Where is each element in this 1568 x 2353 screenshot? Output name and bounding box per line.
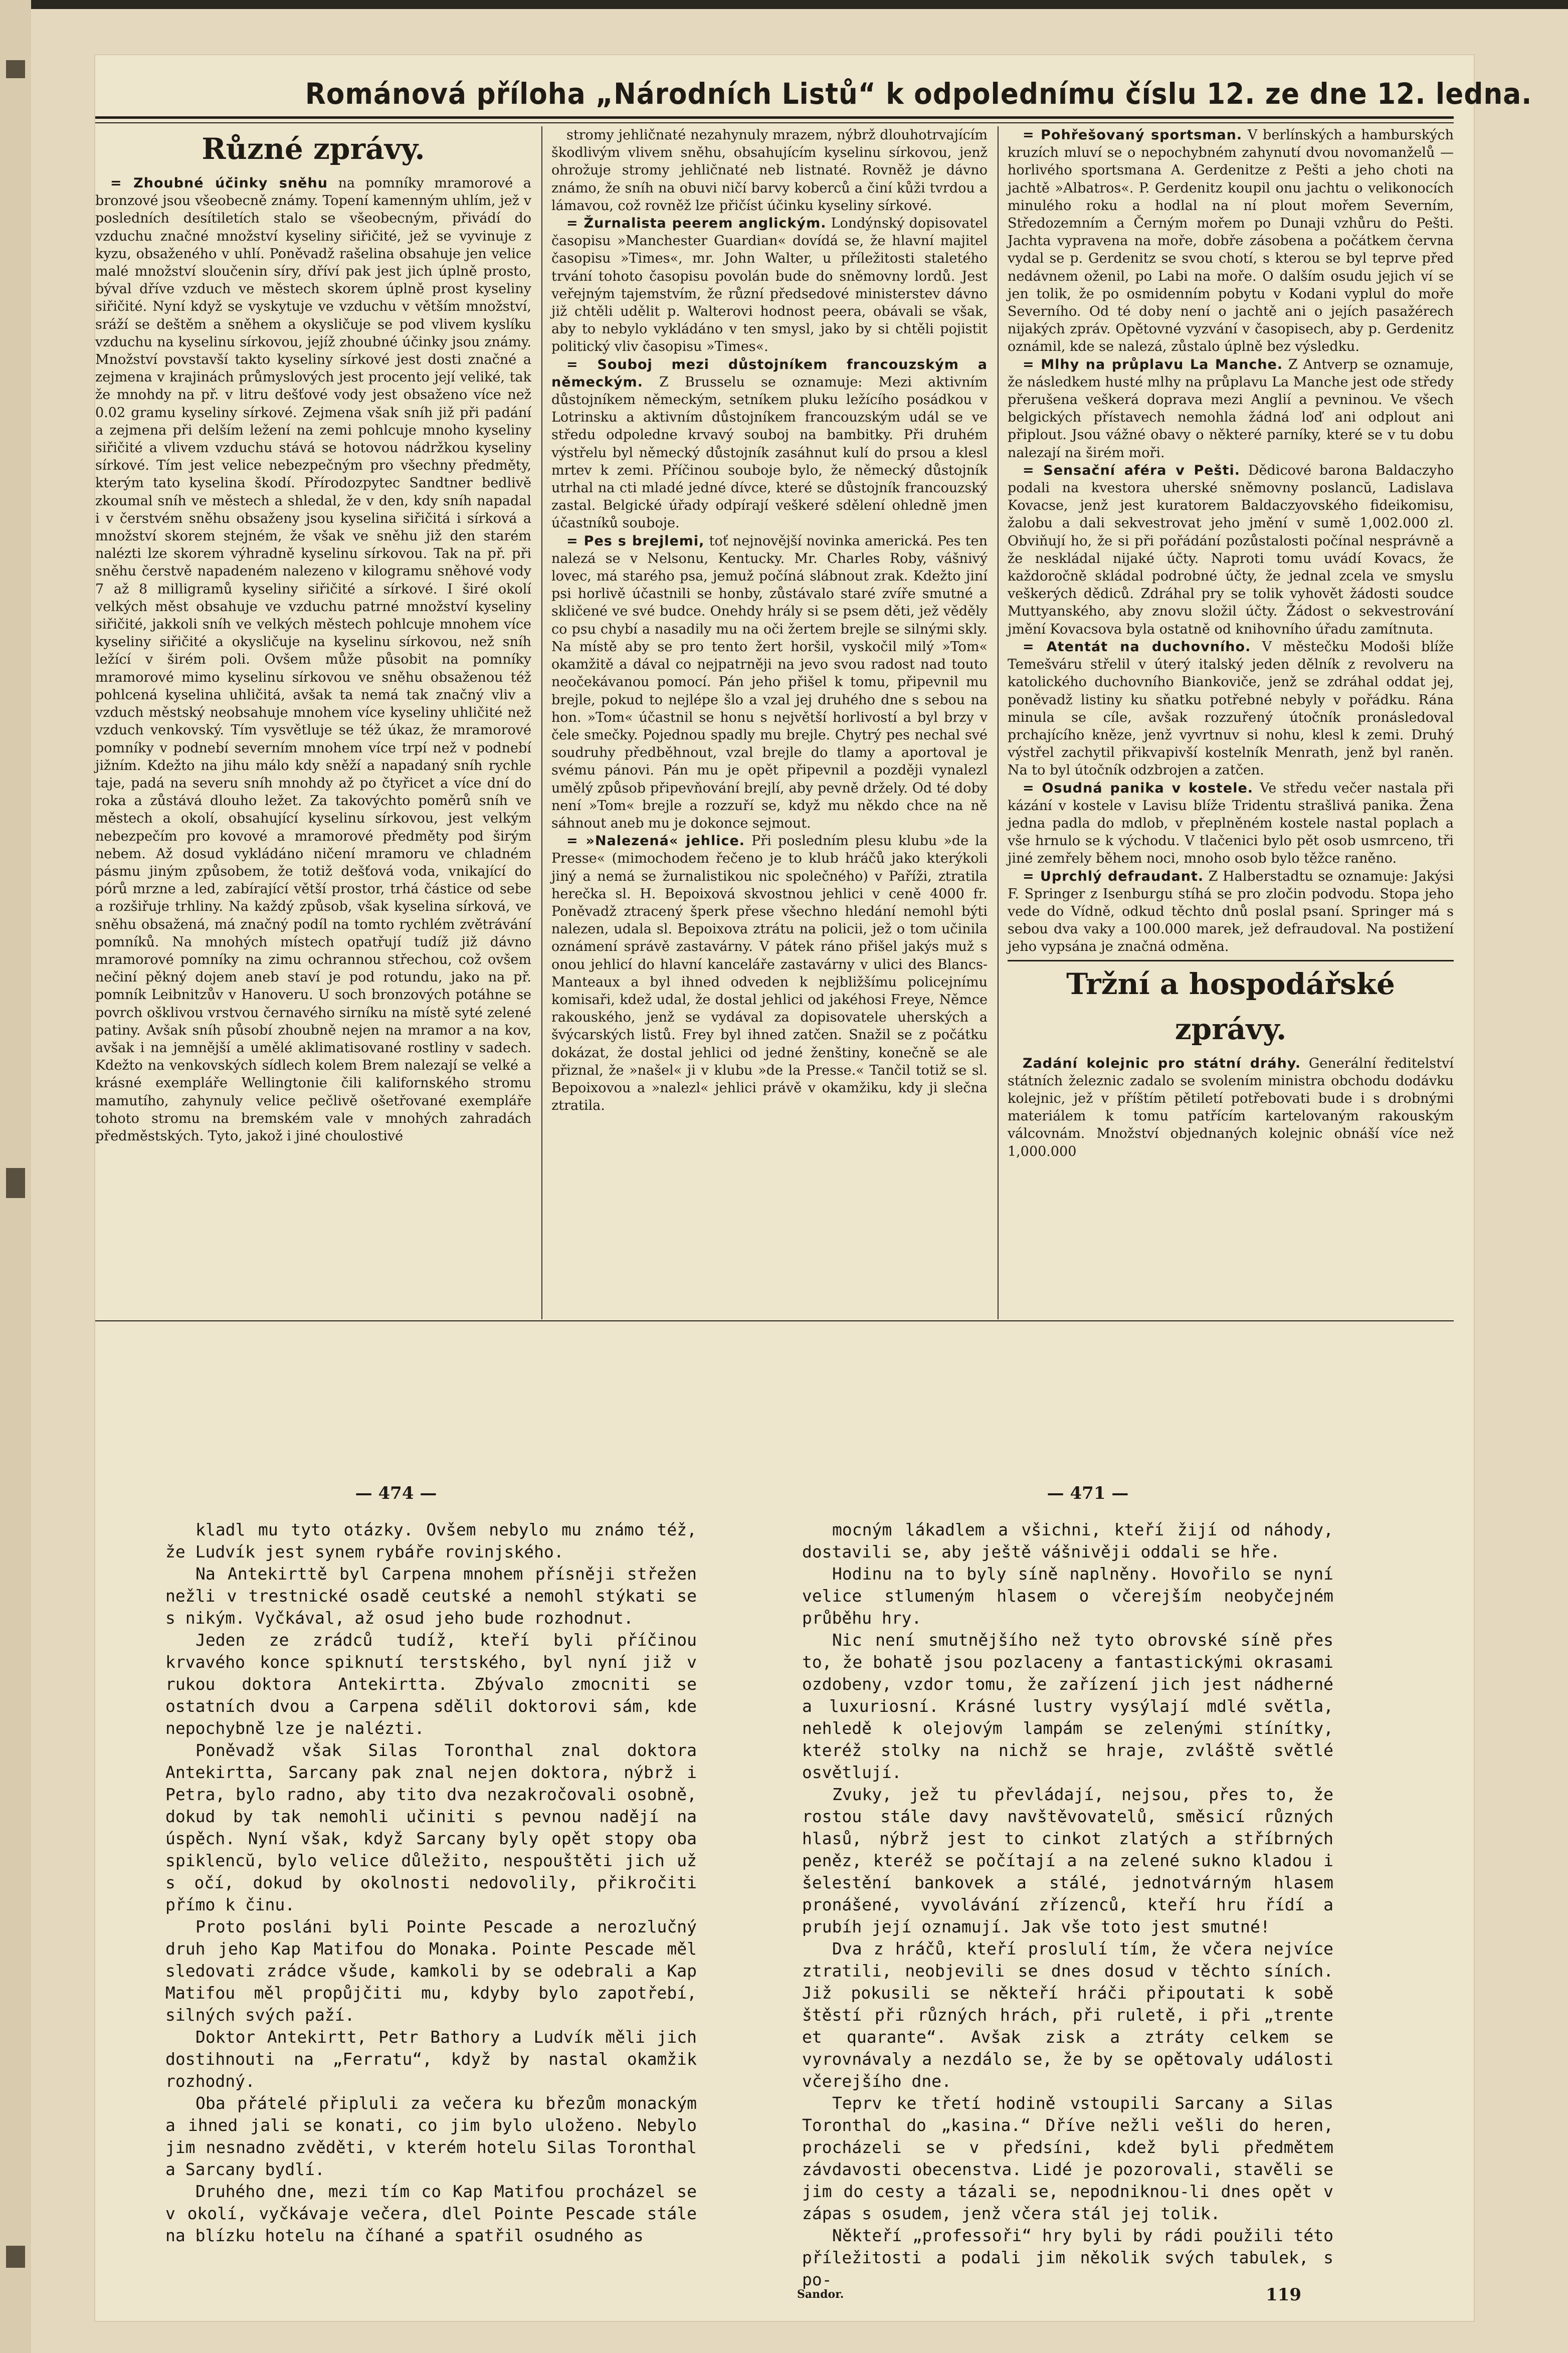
news-item-text: na pomníky mramorové a bronzové jsou všeobecně známy. Topení kamenným uhlím, jež v posledních desítiletích stalo se všeobecným, přivádí do vzduchu značné množství kyseliny siřičité, jež se vyvinuje z kyzu, obsaženého v uhlí. Poněvadž rašelina obsahuje jen velice malé množství sloučenin síry, dříví pak jest jich úplně prosto, býval dříve vzduch ve městech skorem úplně prost kyseliny siřičité. Nyní když se vyskytuje ve vzduchu v větším množství, sráží se deštěm a sněhem a okysličuje se pod vlivem kyslíku vzduchu na kyselinu sírkovou, jejíž zhoubné účinky jsou známy. Množství povstavší takto kyseliny sírkové jest dosti značné a zejmena v krajinách průmyslových jest procento její veliké, tak že mnohdy na př. v litru dešťové vody jest obsaženo více než 0.02 gramu kyseliny sírkové. Zejmena však sníh již při padání a zejmena při delším ležení na zemi pohlcuje mnoho kyseliny siřičité a vlivem vzduchu stává se hotovou nádržkou kyseliny sírkové. Tím jest velice nebezpečným pro všechny předměty, kterým tato kyselina škodí. Přírodozpytec Sandtner bedlivě zkoumal sníh ve městech a shledal, že v den, kdy sníh napadal i v čerstvém sněhu obsaženy jsou kyselina siřičitá i sírková a množství skorem stejném, že však ve sněhu již den starém nalézti lze skorem výhradně kyselinu sírkovou. Tak na př. při sněhu čerstvě napadeném nalezeno v kilogramu sněhové vody 7 až 8 milligramů kyseliny siřičité a sírkové. I širé okolí velkých měst obsahuje ve vzduchu patrné množství kyseliny siřičité, jakkoli sníh ve velkých městech pohlcuje mnohem více kyseliny siřičité a okysličuje na kyselinu sírkovou, než sníh ležící v širém poli. Ovšem může působit na pomníky mramorové mimo kyselinu sírkovou ve sněhu obsaženou též pohlcená kyselina uhličitá, avšak ta nemá tak značný vliv a vzduch městský neobsahuje mnohem více kyseliny uhličité než vzduch venkovský. Tím vysvětluje se též úkaz, že mramorové pomníky v podnebí severním mnohem více trpí než v podnebí jižním. Kdežto na jihu málo kdy sněží a napadaný sníh rychle taje, padá na severu sníh mnohdy až po čtyřicet a více dní do roka a zůstává dlouho ležet. Za takovýchto poměrů sníh ve městech a okolí, obsahující kyselinu sírkovou, jest velkým nebezpečím pro kovové a mramorové předměty pod širým nebem. Až dosud vykládáno ničení mramoru ve chladném pásmu jiným způsobem, že totiž dešťová voda, vnikající do pórů mrzne a led, zabírající větší prostor, trhá částice od sebe a rozšiřuje trhliny. Na každý způsob, však kyselina sírková, ve sněhu obsažená, má značný podíl na tomto rychlém zvětrávání pomníků. Na mnohých místech opatřují tudíž již dávno mramorové pomníky na zimu ochrannou střechou, což ovšem nečiní pěkný dojem aneb staví je pod rotundu, jako na př. pomník Leibnitzův v Hanoveru. U soch bronzových potáhne se povrch ošklivou vrstvou černavého sirníku na místě syté zelené patiny. Avšak sníh působí zhoubně nejen na mramor a na kov, avšak i na jemnější a umělé aklimatisované rostliny v sadech. Kdežto na venkovských sídlech kolem Brem nalezají se velké a krásné exempláře Wellingtonie čili kalifornského stromu mamutího, zahynuly velice pečlivě ošetřované exempláře tohoto stromu na bremském vale v mnohých zahradách předměstských. Tyto, jakož i jiné choulostivé: [95, 175, 531, 1144]
scan-top-edge: [0, 0, 1568, 9]
news-item-headline: = Osudná panika v kostele.: [1023, 780, 1254, 796]
scan-left-margin: [0, 0, 31, 2353]
news-item-headline: = Uprchlý defraudant.: [1023, 868, 1204, 884]
news-item-text: V berlínských a hamburských kruzích mluví se o nepochybném zahynutí dvou novomanželů — horlivého sportsmana A. Gerdenitze z Pešti a jeho choti na jachtě »Albatros«. P. Gerdenitz koupil onu jachtu o velikonocích minulého roku a hodlal na ní plout mořem Severním, Středozemním a Černým mořem po Dunaji vzhůru do Pešti. Jachta vypravena na moře, dobře zásobena a počátkem června vydal se p. Gerdenitz se svou chotí, s kterou se byl teprve před nedávnem oženil, po Labi na moře. O dalším osudu jejich ví se jen tolik, že po osmidenním pobytu v Kodani vyplul do moře Severního. Od té doby není o jachtě ani o jejích pasažérech nijakých zpráv. Opětovné vyzvání v časopisech, aby p. Gerdenitz oznámil, kde se nalezá, zůstalo úplně bez výsledku.: [1008, 127, 1454, 355]
news-item: [551, 126, 988, 215]
news-column-2: [551, 126, 988, 1319]
news-item: [1008, 638, 1454, 779]
section-heading-news: Různé zprávy.: [202, 132, 425, 166]
novel-paragraph: Poněvadž však Silas Toronthal znal doktora Antekirtta, Sarcany pak znal nejen doktora, nýbrž i Petra, bylo radno, aby tito dva nezakročovali osobně, dokud by tak nemohli učiniti s pevnou nadějí na úspěch. Nyní však, když Sarcany byly opět stopy oba spiklencŭ, bylo velice důležito, nespouštěti jich už s očí, dokud by okolnosti nedovolily, přikročiti přímo k činu.: [165, 1740, 697, 1914]
novel-paragraph: Na Antekirttě byl Carpena mnohem přísněji střežen nežli v trestnické osadě ceutské a nemohl stýkati se s nikým. Vyčkával, až osud jeho bude rozhodnut.: [165, 1564, 697, 1628]
page-masthead: Románová příloha „Národních Listů“ k odpolednímu číslu 12. ze dne 12. ledna.: [305, 77, 1532, 111]
market-item-headline: Zadání kolejnic pro státní dráhy.: [1023, 1055, 1301, 1071]
news-item-headline: = Mlhy na průplavu La Manche.: [1023, 356, 1283, 372]
news-item-headline: = Žurnalista peerem anglickým.: [566, 216, 827, 232]
novel-paragraph: Doktor Antekirtt, Petr Bathory a Ludvík měli jich dostihnouti na „Ferratu“, když by nastal okamžik rozhodný.: [165, 2027, 697, 2091]
binding-mark: [6, 1168, 25, 1198]
binding-mark: [6, 2246, 25, 2268]
column-divider: [541, 126, 542, 1319]
news-item: [1008, 126, 1454, 356]
news-item-text: Dědicové barona Baldaczyho podali na kvestora uherské sněmovny poslancŭ, Ladislava Kovacse, jenž jest kuratorem Baldaczyovského fideikomisu, žalobu a dali sekvestrovat jeho jmění v sumě 1,002.000 zl. Obviňují ho, že si při pořádání pozůstalosti počínal nesprávně a že neskládal nijaké účty. Naproti tomu uvádí Kovacs, že každoročně skládal podrobné účty, že jednal zcela ve smyslu veškerých dědiců. Zdráhal pry se tolik vyhovět žádosti soudce Muttyanského, aby znovu složil účty. Žádost o sekvestrování jmění Kovacsova byla ostatně od knihovního úřadu zamítnuta.: [1008, 462, 1454, 637]
news-item-text: Z Brusselu se oznamuje: Mezi aktivním důstojníkem německým, setníkem pluku ležícího posádkou v Lotrinsku a aktivním důstojníkem francouzským udál se ve středu odpoledne krvavý souboj na bambitky. Při druhém výstřelu byl německý důstojník zasáhnut kulí do prsou a klesl mrtev k zemi. Příčinou souboje bylo, že německý důstojník utrhal na cti mladé jedné dívce, které se důstojník francouzský zastal. Belgické úřady odpírají veškeré sdělení ohledně jmen účastníků souboje.: [551, 374, 988, 531]
news-item-headline: = Zhoubné účinky sněhu: [110, 175, 328, 191]
news-item-headline: = Sensační aféra v Pešti.: [1023, 462, 1241, 478]
novel-paragraph: kladl mu tyto otázky. Ovšem nebylo mu známo též, že Ludvík jest synem rybáře rovinjského.: [165, 1520, 697, 1561]
news-item-text: Z Halberstadtu se oznamuje: Jakýsi F. Springer z Isenburgu stíhá se pro zločin podvodu. Stopa jeho vede do Vídně, odkud těchto dnů poslal psaní. Springer má s sebou dva vaky a 100.000 marek, jež defraudoval. Na postižení jeho vypsána je značná odměna.: [1008, 868, 1454, 955]
news-item-headline: = »Nalezená« jehlice.: [566, 833, 745, 849]
novel-paragraph: Zvuky, jež tu převládají, nejsou, přes to, že rostou stále davy navštěvovatelů, směsicí různých hlasů, nýbrž jest to cinkot zlatých a stříbrných peněz, kteréž se počítají a na zelené sukno kladou i šelestění bankovek a stálé, jednotvárným hlasem pronášené, vyvolávání zřízenců, kteří hru řídí a prubíh její oznamují. Jak vše toto jest smutné!: [802, 1785, 1333, 1936]
news-item-text: toť nejnovější novinka americká. Pes ten nalezá se v Nelsonu, Kentucky. Mr. Charles Roby, vášnivý lovec, má starého psa, jemuž počíná slábnout zrak. Kdežto jiní psi horlivě účastnili se honby, zůstávalo staré zvíře smutné a skličené ve své budce. Onehdy hrály si se psem děti, jež věděly co psu chybí a nasadily mu na oči žertem brejle se silnými skly. Na místě aby se pro tento žert horšil, vyskočil milý »Tom« okamžitě a dával co nejpatrněji na jevo svou radost nad touto neočekávanou pomocí. Pán jeho přišel k tomu, připevnil mu brejle, pokud to nejlépe šlo a vzal jej druhého dne s sebou na hon. »Tom« účastnil se honu s největší horlivostí a byl brzy v čele smečky. Pojednou spadly mu brejle. Chytrý pes nechal své soudruhy předběhnout, vzal brejle do tlamy a aportoval je svému pánovi. Pán mu je opět připevnil a později vynalezl umělý způsob připevňování brejlí, aby pevně držely. Od té doby není »Tom« brejle a rozzuří se, když mu někdo chce na ně sáhnout aneb mu je dokonce sejmout.: [551, 533, 988, 831]
novel-paragraph: Dva z hráčů, kteří proslulí tím, že včera nejvíce ztratili, neobjevili se dnes dosud v těchto síních. Již pokusili se někteří hráči připoutati k sobě štěstí při různých hrách, při ruletě, i při „trente et quarante“. Avšak zisk a ztráty celkem se vyrovnávaly a nezdálo se, že by se opětovaly události včerejšího dne.: [802, 1939, 1333, 2091]
novel-paragraph: Proto posláni byli Pointe Pescade a nerozlučný druh jeho Kap Matifou do Monaka. Pointe Pescade měl sledovati zrádce všude, kamkoli by se odebrali a Kap Matifou měl propůjčiti mu, kdyby bylo zapotřebí, silných svých paží.: [165, 1917, 697, 2025]
novel-paragraph: Nic není smutnějšího než tyto obrovské síně přes to, že bohatě jsou pozlaceny a fantastickými okrasami ozdobeny, vzdor tomu, že zařízení jich jest nádherné a luxuriosní. Krásné lustry vysýlají mdlé světla, nehledě k olejovým lampám se zelenými stínítky, kteréž stolky na nichž se hraje, zvláště světlé osvětlují.: [802, 1630, 1333, 1782]
news-item: [551, 356, 988, 532]
column-divider: [998, 126, 999, 1319]
news-item: [551, 832, 988, 1114]
news-item-headline: = Pohřešovaný sportsman.: [1023, 127, 1243, 143]
folio-left: — 474 —: [355, 1483, 437, 1503]
news-item-text: stromy jehličnaté nezahynuly mrazem, nýbrž dlouhotrvajícím škodlivým vlivem sněhu, obsahujícím kyselinu sírkovou, jenž ohrožuje stromy jehličnaté neb listnaté. Rovněž je dávno známo, že sníh na obuvi ničí barvy koberců a činí kůži tvrdou a lámavou, což rovněž lze přičíst účinku kyseliny sírkové.: [551, 127, 988, 214]
novel-paragraph: Jeden ze zrádců tudíž, kteří byli příčinou krvavého konce spiknutí terstského, byl nyní již v rukou doktora Antekirtta. Zbývalo zmocniti se ostatních dvou a Carpena sdělil doktorovi sám, kde nepochybně lze je nalézti.: [165, 1630, 697, 1738]
news-item-headline: = Pes s brejlemi,: [566, 533, 705, 549]
news-item-text: Při posledním plesu klubu »de la Presse« (mimochodem řečeno je to klub hráčů jako kterýkoli jiný a nemá se žurnalistikou nic společného) v Paříži, ztratila herečka sl. H. Bepoixová skvostnou jehlici v ceně 4000 fr. Poněvadž ztracený šperk přese všechno hledání nemohl býti nalezen, udala sl. Bepoixova ztrátu na policii, jež o tom učinila oznámení správě zastavárny. V pátek ráno přišel jakýs muž s onou jehlicí do hlavní kanceláře zastavárny v ulici des Blancs-Manteaux a byl ihned odveden k nejbližšímu policejnímu komisaři, kdež udal, že dostal jehlici od jakéhosi Freye, Němce rakouského, jenž se vydával za dopisovatele uherských a švýcarských listů. Frey byl ihned zatčen. Snažil se z počátku dokázat, že dostal jehlici od jedné ženštiny, konečně se ale přiznal, že »našel« ji v klubu »de la Presse.« Tančil totiž se sl. Bepoixovou a »nalezl« jehlici právě v okamžiku, kdy ji slečna ztratila.: [551, 833, 988, 1114]
market-item-text: Generální ředitelství státních železnic zadalo se svolením ministra obchodu dodávku kolejnic, jež v příštím pětiletí potřebovati bude i s drobnými materiálem k tomu patřícím kartelovaným rakouským válcovnám. Množství objednaných kolejnic obnáší více než 1,000.000: [1008, 1055, 1454, 1159]
novel-paragraph: Teprv ke třetí hodině vstoupili Sarcany a Silas Toronthal do „kasina.“ Dříve nežli vešli do heren, procházeli se v předsíni, kdež byli předmětem závdavosti obecenstva. Lidé je pozorovali, stavěli se jim do cesty a tázali se, nepodniknou-li dnes opět v zápas s osudem, jenž včera stál jej tolik.: [802, 2093, 1333, 2223]
news-column-3: [1008, 126, 1454, 1319]
news-item: [551, 215, 988, 356]
news-item: [1008, 356, 1454, 462]
novel-paragraph: Druhého dne, mezi tím co Kap Matifou procházel se v okolí, vyčkávaje večera, dlel Pointe Pescade stále na blízku hotelu na číhané a spatřil osudného as: [165, 2182, 697, 2245]
news-item-headline: = Atentát na duchovního.: [1023, 639, 1251, 655]
novel-page-right: [802, 1519, 1333, 2289]
news-item-text: Ve středu večer nastala při kázání v kostele v Lavisu blíže Tridentu strašlivá panika. Žena jedna padla do mdlob, v přeplněném kostele nastal poplach a vše hrnulo se k východu. V tlačenici bylo pět osob usmrceno, tři jiné zemřely během noci, mnoho osob bylo těžce raněno.: [1008, 780, 1454, 867]
signature-number: 119: [1266, 2285, 1301, 2305]
printer-mark: Sandor.: [797, 2288, 844, 2301]
news-item: [1008, 868, 1454, 956]
section-heading-market: Tržní a hospodářské zprávy.: [1008, 960, 1454, 1052]
market-item: [1008, 1055, 1454, 1160]
novel-paragraph: Oba přátelé připluli za večera ku březům monackým a ihned jali se konati, co jim bylo uloženo. Nebylo jim nesnadno zvěděti, v kterém hotelu Silas Toronthal a Sarcany bydlí.: [165, 2093, 697, 2179]
news-item-text: Z Antverp se oznamuje, že následkem husté mlhy na průplavu La Manche jest ode středy přerušena veškerá doprava mezi Anglií a pevninou. Ve všech belgických přístavech nemohla žádná loď ani odplout ani připlout. Jsou vážné obavy o některé parníky, které se v tu dobu nalezají na širém moři.: [1008, 356, 1454, 461]
bottom-rule: [95, 1320, 1454, 1321]
folio-right: — 471 —: [1047, 1483, 1129, 1503]
binding-mark: [6, 60, 25, 78]
news-item: [95, 174, 531, 1145]
masthead-rule-thin: [95, 122, 1454, 123]
novel-paragraph: mocným lákadlem a všichni, kteří žijí od náhody, dostavili se, aby ještě vášnivěji oddali se hře.: [802, 1520, 1333, 1561]
news-column-1: [95, 126, 531, 1319]
novel-page-left: [165, 1519, 697, 2276]
news-item-headline: = Souboj mezi důstojníkem francouzským a německým.: [551, 356, 988, 390]
news-item-text: V městečku Modoši blíže Temešváru střelil v úterý italský jeden dělník z revolveru na katolického duchovního Biankoviče, jenž se zdráhal oddat jej, poněvadž listiny ku sňatku potřebné nebyly v pořádku. Rána minula se cíle, avšak rozzuřený útočník pronásledoval prchajícího kněze, jenž vyvrtnuv si nohu, klesl k zemi. Druhý výstřel zachytil přikvapivší kostelník Menrath, jenž byl raněn. Na to byl útočník odzbrojen a zatčen.: [1008, 639, 1454, 778]
news-item: [551, 532, 988, 832]
masthead-rule: [95, 116, 1454, 119]
news-item-text: Londýnský dopisovatel časopisu »Manchester Guardian« dovídá se, že hlavní majitel časopisu »Times«, mr. John Walter, u příležitosti staletého trvání tohoto časopisu povolán bude do sněmovny lordů. Jest veřejným tajemstvím, že různí předsedové ministerstev dávno již chtěli udělit p. Walterovi hodnost peera, obávali se však, aby to nebylo vykládáno v ten smysl, jako by si chtěli pojistit politický vliv časopisu »Times«.: [551, 216, 988, 355]
novel-paragraph: Hodinu na to byly síně naplněny. Hovořilo se nyní velice stlumeným hlasem o včerejším neobyčejném průběhu hry.: [802, 1564, 1333, 1628]
news-item: [1008, 779, 1454, 868]
news-item: [1008, 462, 1454, 638]
novel-paragraph: Někteří „professoři“ hry byli by rádi použili této příležitosti a podali jim několik svých tabulek, s po-: [802, 2226, 1333, 2289]
